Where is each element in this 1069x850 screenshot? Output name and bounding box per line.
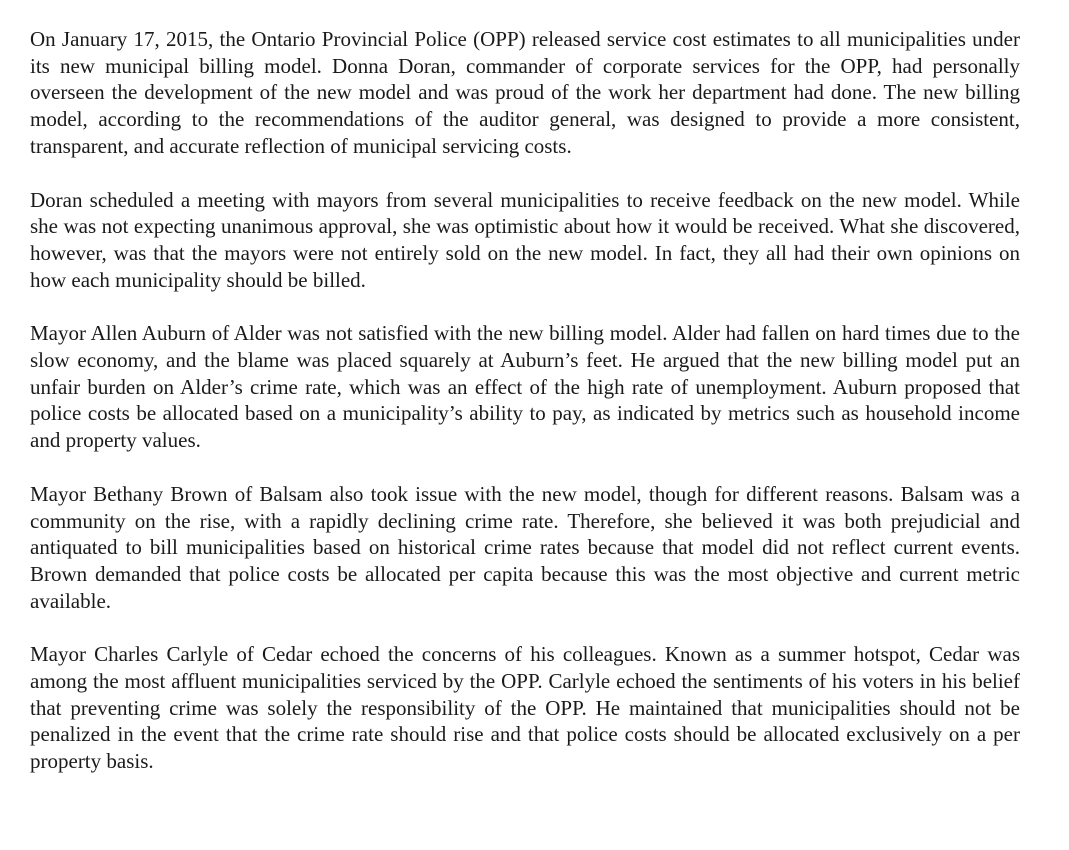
paragraph-mayor-brown: Mayor Bethany Brown of Balsam also took issue with the new model, though for different reasons. Balsam was a community on the rise, with a rapidly declining crime rate. Therefore, she believed it was both prejudicial and antiquated to bill municipalities based on historical crime rates because that model did not reflect current events. Brown demanded that police costs be allocated per capita because this was the most objective and current metric available. [30,481,1020,613]
paragraph-mayor-carlyle: Mayor Charles Carlyle of Cedar echoed the concerns of his colleagues. Known as a summer hotspot, Cedar was among the most affluent municipalities serviced by the OPP. Carlyle echoed the sentiments of his voters in his belief that preventing crime was solely the responsibility of the OPP. He maintained that municipalities should not be penalized in the event that the crime rate should rise and that police costs should be allocated exclusively on a per property basis. [30,642,1020,774]
document-body [30,26,1020,802]
paragraph-doran-meeting: Doran scheduled a meeting with mayors from several municipalities to receive feedback on the new model. While she was not expecting unanimous approval, she was optimistic about how it would be received. What she discovered, however, was that the mayors were not entirely sold on the new model. In fact, they all had their own opinions on how each municipality should be billed. [30,187,1020,292]
paragraph-opp-billing-model: On January 17, 2015, the Ontario Provincial Police (OPP) released service cost estimates to all municipalities under its new municipal billing model. Donna Doran, commander of corporate services for the OPP, had personally overseen the development of the new model and was proud of the work her department had done. The new billing model, according to the recommendations of the auditor general, was designed to provide a more consistent, transparent, and accurate reflection of municipal servicing costs. [30,27,1020,158]
paragraph-mayor-auburn: Mayor Allen Auburn of Alder was not satisfied with the new billing model. Alder had fallen on hard times due to the slow economy, and the blame was placed squarely at Auburn’s feet. He argued that the new billing model put an unfair burden on Alder’s crime rate, which was an effect of the high rate of unemployment. Auburn proposed that police costs be allocated based on a municipality’s ability to pay, as indicated by metrics such as household income and property values. [30,321,1020,453]
